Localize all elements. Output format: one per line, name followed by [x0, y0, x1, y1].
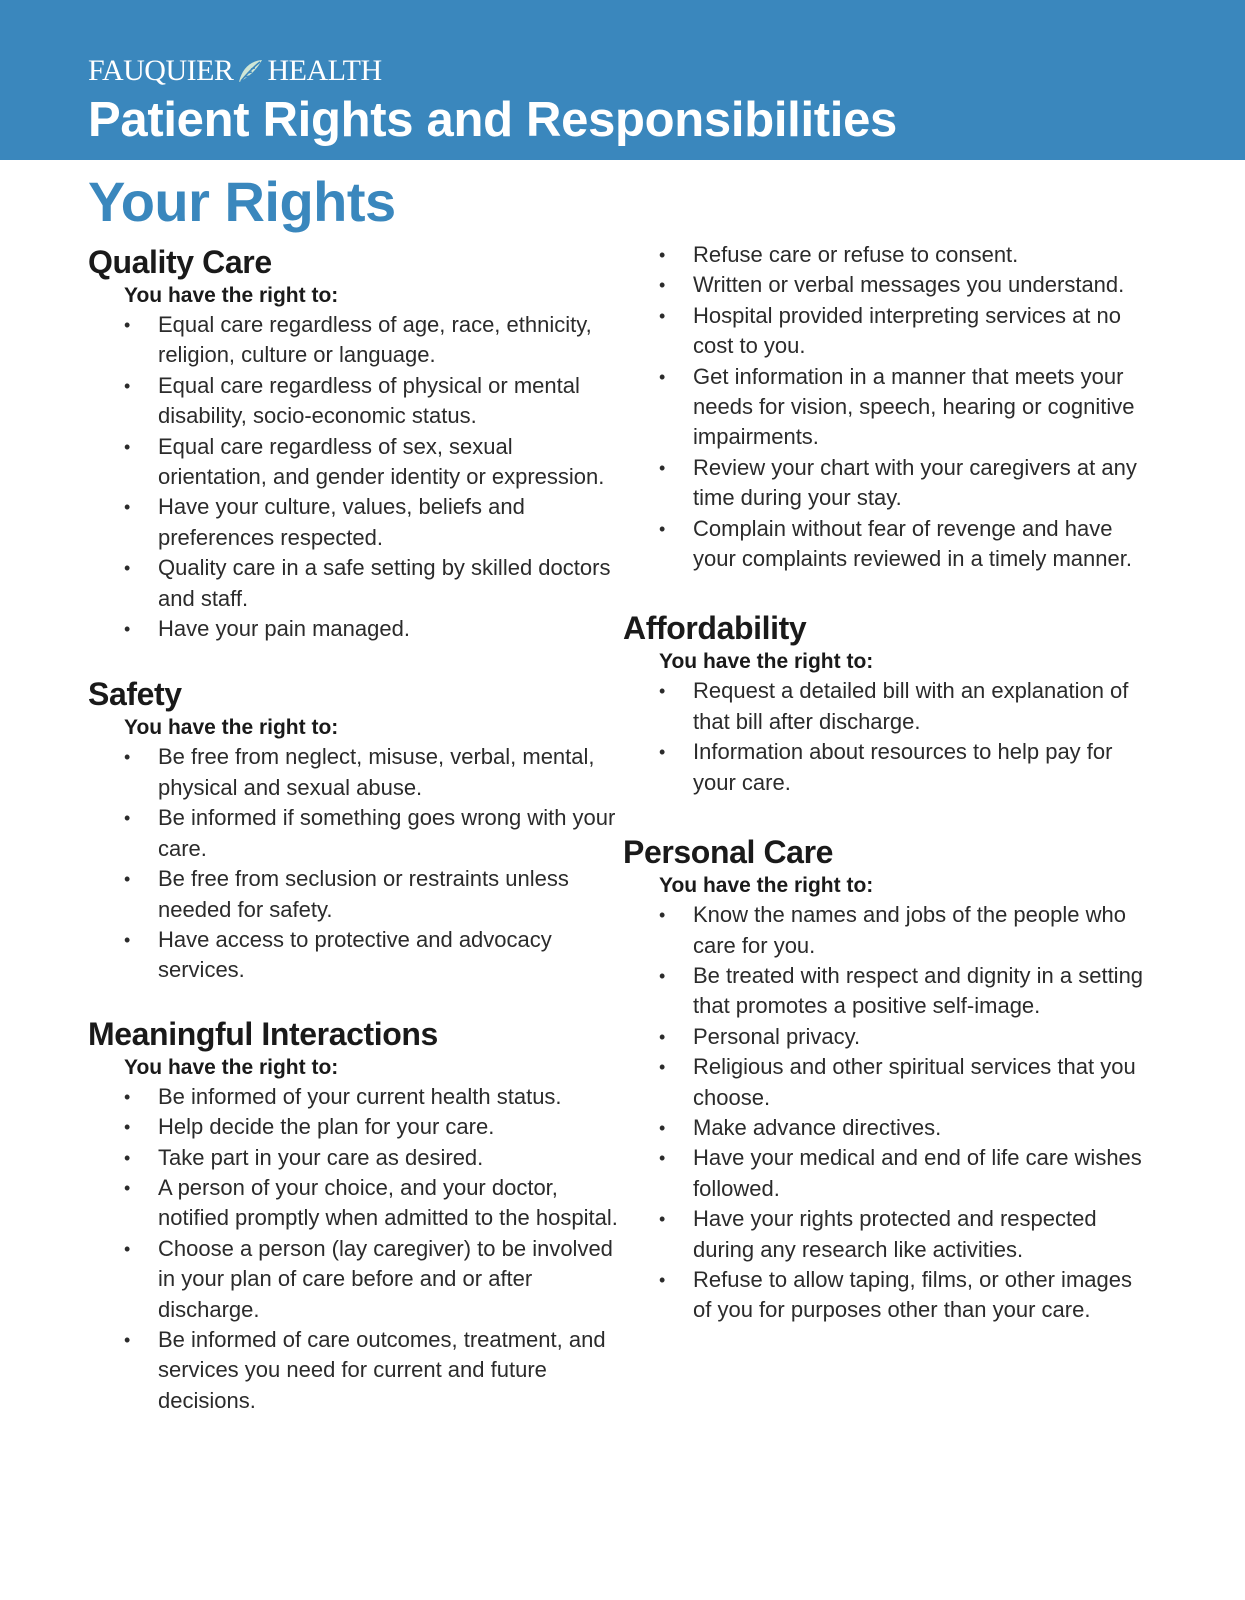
safety-heading: Safety	[88, 676, 182, 713]
list-item: • Be informed of your current health status.	[124, 1082, 618, 1112]
list-item: • Equal care regardless of physical or mental disability, socio-economic status.	[124, 371, 618, 432]
list-item: • Refuse care or refuse to consent.	[659, 240, 1153, 270]
quality-care-section	[88, 242, 618, 644]
list-item: • Choose a person (lay caregiver) to be involved in your plan of care before and or after discharge.	[124, 1234, 618, 1325]
list-item: • Have your pain managed.	[124, 614, 618, 644]
leaf-icon	[236, 57, 264, 85]
list-item: • Be free from seclusion or restraints unless needed for safety.	[124, 864, 618, 925]
list-item: • Information about resources to help pay for your care.	[659, 737, 1153, 798]
list-item: • Equal care regardless of sex, sexual orientation, and gender identity or expression.	[124, 432, 618, 493]
left-column	[88, 242, 618, 1416]
list-item: • Religious and other spiritual services that you choose.	[659, 1052, 1153, 1113]
safety-lead: You have the right to:	[124, 716, 339, 740]
list-item: • Refuse to allow taping, films, or other images of you for purposes other than your care.	[659, 1265, 1153, 1326]
list-item: • Make advance directives.	[659, 1113, 1153, 1143]
safety-list	[88, 742, 618, 985]
list-item: • Know the names and jobs of the people who care for you.	[659, 900, 1153, 961]
list-item: • Have your culture, values, beliefs and preferences respected.	[124, 492, 618, 553]
affordability-lead: You have the right to:	[659, 650, 874, 674]
affordability-heading: Affordability	[623, 610, 807, 647]
logo-text-left: FAUQUIER	[88, 54, 234, 87]
list-item: • Be free from neglect, misuse, verbal, mental, physical and sexual abuse.	[124, 742, 618, 803]
list-item: • Have your medical and end of life care wishes followed.	[659, 1143, 1153, 1204]
list-item: • Take part in your care as desired.	[124, 1143, 618, 1173]
meaningful-interactions-continued-list	[623, 240, 1153, 574]
personal-care-section	[623, 832, 1153, 1326]
list-item: • A person of your choice, and your doctor, notified promptly when admitted to the hospital.	[124, 1173, 618, 1234]
document-title: Patient Rights and Responsibilities	[88, 93, 898, 147]
list-item: • Complain without fear of revenge and have your complaints reviewed in a timely manner.	[659, 514, 1153, 575]
personal-care-list	[623, 900, 1153, 1326]
right-column	[623, 240, 1153, 1326]
list-item: • Personal privacy.	[659, 1022, 1153, 1052]
safety-section	[88, 674, 618, 985]
your-rights-heading: Your Rights	[88, 170, 396, 233]
logo-text-right: HEALTH	[267, 54, 382, 87]
meaningful-interactions-lead: You have the right to:	[124, 1055, 339, 1079]
meaningful-interactions-section	[88, 1014, 618, 1416]
list-item: • Be treated with respect and dignity in a setting that promotes a positive self-image.	[659, 961, 1153, 1022]
list-item: • Get information in a manner that meets your needs for vision, speech, hearing or cognitive impairments.	[659, 362, 1153, 453]
list-item: • Review your chart with your caregivers at any time during your stay.	[659, 453, 1153, 514]
quality-care-heading: Quality Care	[88, 244, 272, 280]
personal-care-heading: Personal Care	[623, 834, 834, 871]
list-item: • Hospital provided interpreting services at no cost to you.	[659, 301, 1153, 362]
meaningful-interactions-list	[88, 1082, 618, 1416]
list-item: • Request a detailed bill with an explanation of that bill after discharge.	[659, 676, 1153, 737]
list-item: • Equal care regardless of age, race, ethnicity, religion, culture or language.	[124, 310, 618, 371]
list-item: • Written or verbal messages you understand.	[659, 270, 1153, 300]
list-item: • Help decide the plan for your care.	[124, 1112, 618, 1142]
list-item: • Have access to protective and advocacy services.	[124, 925, 618, 986]
quality-care-lead: You have the right to:	[124, 284, 339, 307]
meaningful-interactions-heading: Meaningful Interactions	[88, 1015, 438, 1052]
list-item: • Have your rights protected and respected during any research like activities.	[659, 1204, 1153, 1265]
list-item: • Be informed if something goes wrong with your care.	[124, 803, 618, 864]
brand-logo	[88, 56, 382, 86]
list-item: • Be informed of care outcomes, treatment, and services you need for current and future decisions.	[124, 1325, 618, 1416]
header-band	[0, 0, 1245, 160]
list-item: • Quality care in a safe setting by skilled doctors and staff.	[124, 553, 618, 614]
affordability-section	[623, 608, 1153, 798]
personal-care-lead: You have the right to:	[659, 874, 874, 898]
affordability-list	[623, 676, 1153, 798]
quality-care-list	[88, 310, 618, 644]
